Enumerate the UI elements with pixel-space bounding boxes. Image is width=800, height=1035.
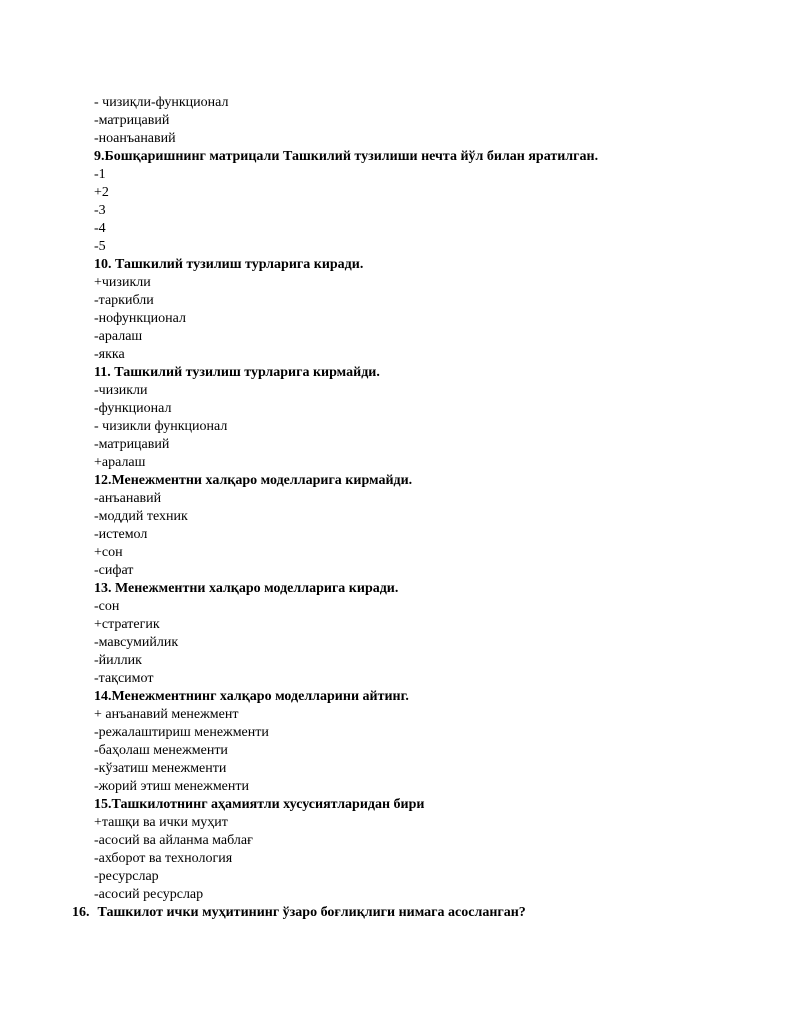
answer-option: -матрицавий — [94, 437, 170, 452]
answer-option: -функционал — [94, 401, 172, 416]
answer-option: -жорий этиш менежменти — [94, 779, 249, 794]
answer-option: -матрицавий — [94, 113, 170, 128]
answer-option: -якка — [94, 347, 125, 362]
answer-option: -кўзатиш менежменти — [94, 761, 227, 776]
answer-option: - чизикли функционал — [94, 419, 228, 434]
question-16-number: 16. — [72, 905, 90, 920]
answer-option: +2 — [94, 185, 109, 200]
answer-option: -моддий техник — [94, 509, 188, 524]
question-heading: 13. Менежментни халқаро моделларига киради. — [94, 581, 399, 596]
question-16-text: Ташкилот ички муҳитининг ўзаро боғлиқлиги нимага асосланган? — [97, 905, 526, 920]
answer-option: -истемол — [94, 527, 148, 542]
answer-option: -чизикли — [94, 383, 148, 398]
answer-option: -3 — [94, 203, 106, 218]
answer-option: -асосий ресурслар — [94, 887, 204, 902]
answer-option: -5 — [94, 239, 106, 254]
answer-option: + анъанавий менежмент — [94, 707, 239, 722]
answer-option: +сон — [94, 545, 123, 560]
answer-option: -таркибли — [94, 293, 154, 308]
answer-option: -тақсимот — [94, 671, 154, 686]
answer-option: -сон — [94, 599, 120, 614]
question-heading: 12.Менежментни халқаро моделларига кирмайди. — [94, 473, 413, 488]
answer-option: -1 — [94, 167, 106, 182]
answer-option: -баҳолаш менежменти — [94, 743, 228, 758]
question-heading: 11. Ташкилий тузилиш турларига кирмайди. — [94, 365, 380, 380]
answer-option: -асосий ва айланма маблағ — [94, 833, 253, 848]
question-list — [94, 94, 760, 904]
answer-option: -мавсумийлик — [94, 635, 179, 650]
answer-option: -ресурслар — [94, 869, 159, 884]
question-16 — [72, 904, 526, 922]
answer-option: -ноанъанавий — [94, 131, 176, 146]
answer-option: +ташқи ва ички муҳит — [94, 815, 228, 830]
answer-option: -ахборот ва технология — [94, 851, 233, 866]
answer-option: - чизиқли-функционал — [94, 95, 229, 110]
answer-option: +аралаш — [94, 455, 146, 470]
answer-option: +чизикли — [94, 275, 151, 290]
question-heading: 10. Ташкилий тузилиш турларига киради. — [94, 257, 364, 272]
answer-option: -аралаш — [94, 329, 143, 344]
answer-option: -анъанавий — [94, 491, 162, 506]
answer-option: -4 — [94, 221, 106, 236]
answer-option: -нофункционал — [94, 311, 186, 326]
answer-option: -режалаштириш менежменти — [94, 725, 269, 740]
answer-option: +стратегик — [94, 617, 160, 632]
question-heading: 14.Менежментнинг халқаро моделларини айтинг. — [94, 689, 409, 704]
answer-option: -йиллик — [94, 653, 142, 668]
question-heading: 9.Бошқаришнинг матрицали Ташкилий тузилиши нечта йўл билан яратилган. — [94, 149, 599, 164]
answer-option: -сифат — [94, 563, 134, 578]
question-heading: 15.Ташкилотнинг аҳамиятли хусусиятларидан бири — [94, 797, 425, 812]
